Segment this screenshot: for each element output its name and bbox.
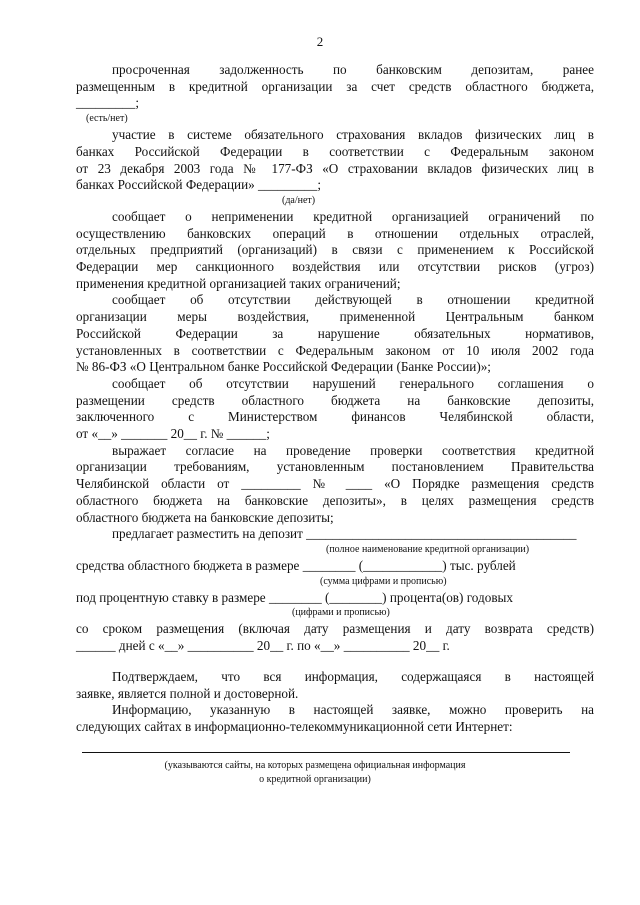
text-line: применения кредитной организацией таких ограничений; bbox=[76, 275, 401, 291]
page-number: 2 bbox=[316, 34, 324, 49]
paragraph-general-agreement bbox=[76, 376, 594, 443]
text-line: следующих сайтах в информационно-телекоммуникационной сети Интернет: bbox=[76, 718, 513, 734]
text-line: сообщает о неприменении кредитной организацией ограничений по bbox=[112, 208, 594, 224]
text-line: со сроком размещения (включая дату размещения и дату возврата средств) bbox=[76, 621, 594, 637]
hint-line: (указываются сайты, на которых размещена официальная информация bbox=[164, 759, 466, 771]
text-line: отдельных предприятий (организаций) в связи с применением к Российской bbox=[76, 242, 594, 258]
text-line: заключенного с Министерством финансов Челябинской области, bbox=[76, 409, 594, 425]
text-line: от 23 декабря 2003 года № 177-ФЗ «О страховании вкладов физических лиц в bbox=[76, 160, 594, 176]
text-line: Федерации мер санкционного воздействия или отсутствии рисков (угроз) bbox=[76, 259, 594, 275]
text-line: размещении средств областного бюджета на банковские депозиты, bbox=[76, 392, 594, 408]
text-line: областного бюджета на банковские депозиты; bbox=[76, 509, 334, 525]
field-hint: (есть/нет) bbox=[86, 113, 128, 125]
text-line: заявке, является полной и достоверной. bbox=[76, 685, 299, 701]
amount-field[interactable]: средства областного бюджета в размере ________ (____________) тыс. рублей bbox=[76, 557, 516, 573]
text-line: сообщает об отсутствии нарушений генерального соглашения о bbox=[112, 375, 594, 391]
field-hint: (да/нет) bbox=[282, 194, 316, 206]
text-line: Российской Федерации за нарушение обязательных нормативов, bbox=[76, 325, 594, 341]
text-line: банках Российской Федерации в соответствии с Федеральным законом bbox=[76, 143, 594, 159]
text-line: осуществлению банковских операций в отношении отдельных отраслей, bbox=[76, 225, 594, 241]
spacer bbox=[76, 655, 594, 669]
text-line: просроченная задолженность по банковским депозитам, ранее bbox=[112, 62, 594, 77]
websites-hint bbox=[76, 759, 594, 787]
paragraph-central-bank bbox=[76, 292, 594, 376]
websites-field-line[interactable] bbox=[82, 744, 570, 753]
text-line: Челябинской области от _________ № ____ «О Порядке размещения средств bbox=[76, 476, 594, 492]
rate-field[interactable]: под процентную ставку в размере ________ (________) процента(ов) годовых bbox=[76, 589, 514, 605]
paragraph-deposit-offer bbox=[76, 526, 594, 655]
text-line: выражает согласие на проведение проверки соответствия кредитной bbox=[112, 442, 594, 458]
paragraph-consent bbox=[76, 443, 594, 527]
text-line: областного бюджета на банковские депозиты», в целях размещения средств bbox=[76, 492, 594, 508]
paragraph-overdue-debt bbox=[76, 62, 594, 125]
paragraph-sanctions bbox=[76, 209, 594, 293]
field-hint: (полное наименование кредитной организации) bbox=[326, 543, 530, 555]
field-hint: (цифрами и прописью) bbox=[292, 607, 390, 619]
insurance-field[interactable]: банках Российской Федерации» _________; bbox=[76, 177, 322, 193]
text-line: Подтверждаем, что вся информация, содержащаяся в настоящей bbox=[112, 668, 594, 684]
paragraph-confirmation bbox=[76, 669, 594, 702]
paragraph-websites bbox=[76, 702, 594, 735]
text-line: сообщает об отсутствии действующей в отношении кредитной bbox=[112, 292, 594, 308]
overdue-debt-field[interactable]: _________; bbox=[76, 95, 140, 111]
text-line: организации меры воздействия, примененной Центральным банком bbox=[76, 309, 594, 325]
bank-name-field[interactable]: предлагает разместить на депозит _________________________________________ bbox=[112, 526, 577, 542]
text-line: установленных в соответствии с Федеральным законом от 10 июля 2002 года bbox=[76, 342, 594, 358]
text-line: участие в системе обязательного страхования вкладов физических лиц в bbox=[112, 127, 594, 143]
paragraph-deposit-insurance bbox=[76, 127, 594, 207]
term-field[interactable]: ______ дней с «__» __________ 20__ г. по «__» __________ 20__ г. bbox=[76, 638, 450, 654]
text-line: Информацию, указанную в настоящей заявке, можно проверить на bbox=[112, 702, 594, 718]
document-body bbox=[76, 62, 594, 787]
hint-line: о кредитной организации) bbox=[259, 773, 371, 785]
text-line: размещенным в кредитной организации за счет средств областного бюджета, bbox=[76, 78, 594, 94]
field-hint: (сумма цифрами и прописью) bbox=[320, 575, 447, 587]
text-line: № 86-ФЗ «О Центральном банке Российской Федерации (Банке России)»; bbox=[76, 359, 491, 375]
agreement-date-field[interactable]: от «__» _______ 20__ г. № ______; bbox=[76, 426, 270, 442]
text-line: организации требованиям, установленным постановлением Правительства bbox=[76, 459, 594, 475]
